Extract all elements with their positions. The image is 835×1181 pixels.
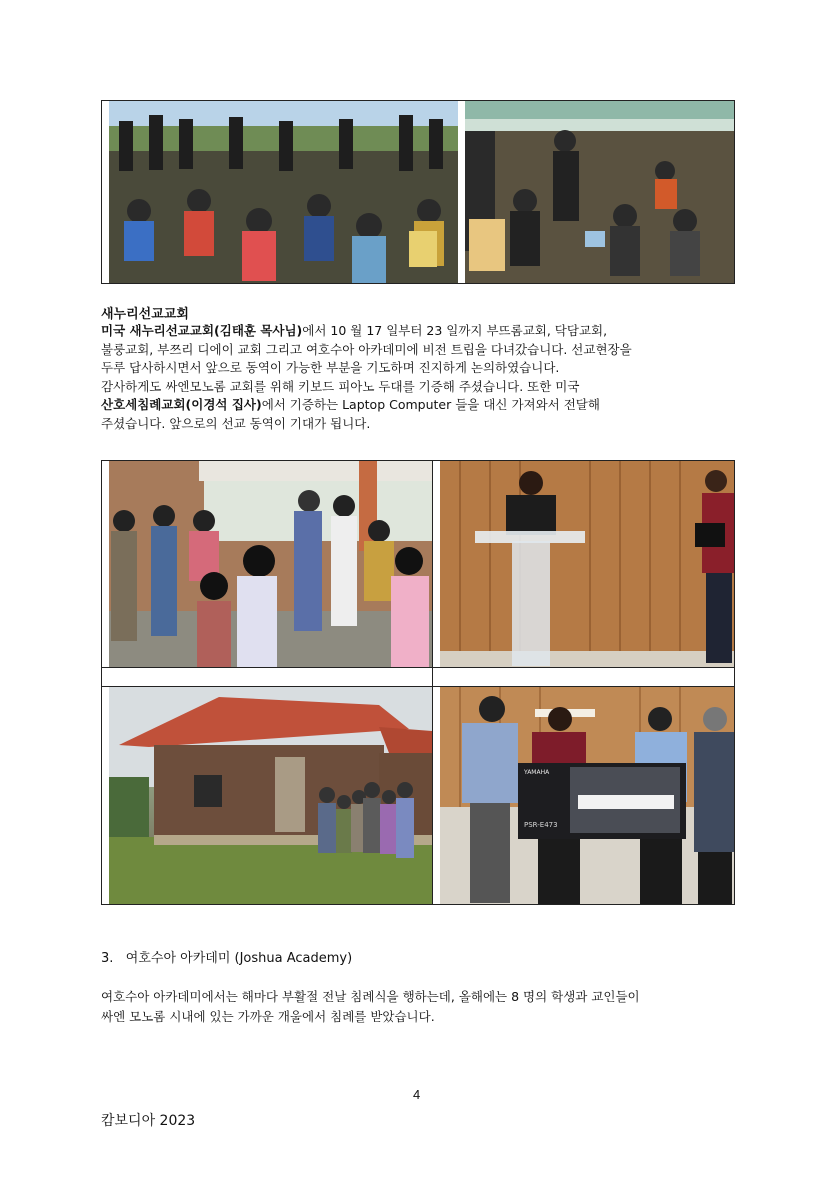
photo-children-under-tent [465,101,734,283]
page-number: 4 [413,1087,421,1102]
photo-group-in-front-of-house [109,687,432,904]
paragraph-line-2: 불룽교회, 부쯔리 디에이 교회 그리고 여호수아 아카데미에 비전 트립을 다녀갔습니다. 선교현장을 [101,341,632,357]
keyboard-model-label: PSR-E473 [524,821,558,829]
section-paragraph [101,322,632,433]
paragraph-line-3: 두루 답사하시면서 앞으로 동역이 가능한 부분을 기도하며 진지하게 논의하였습니다. [101,360,560,375]
section-heading: 새누리선교교회 [101,307,189,322]
photo-speaker-at-podium [440,461,734,667]
paragraph-line-4: 감사하게도 싸엔모노롬 교회를 위해 키보드 피아노 두대를 기증해 주셨습니다. 또한 미국 [101,378,580,394]
church-name-2: 산호세침례교회(이경석 집사) [101,397,262,412]
paragraph-line-6: 주셨습니다. 앞으로의 선교 동역이 기대가 됩니다. [101,415,371,431]
academy-section-title: 3. 여호수아 아카데미 (Joshua Academy) [101,951,353,966]
paragraph-line-1: 미국 새누리선교교회(김태훈 목사님)에서 10 월 17 일부터 23 일까지 부뜨롬교회, 닥담교회, [101,323,608,338]
paragraph-line-5: 산호세침례교회(이경석 집사)에서 기증하는 Laptop Computer 들을 대신 가져와서 전달해 [101,397,600,412]
church-name-1: 미국 새누리선교교회(김태훈 목사님) [101,323,303,338]
academy-line-2: 싸엔 모노롬 시내에 있는 가까운 개울에서 침례를 받았습니다. [101,1009,435,1024]
photo-keyboard-donation [440,687,734,904]
photo-children-outdoor-gathering [109,101,458,283]
photo-crowd-church-porch [109,461,432,667]
keyboard-brand-label: YAMAHA [524,769,550,776]
academy-line-1: 여호수아 아카데미에서는 해마다 부활절 전날 침례식을 행하는데, 올해에는 8 명의 학생과 교인들이 [101,989,640,1004]
footer-text: 캄보디아 2023 [101,1113,196,1129]
academy-paragraph [101,987,640,1027]
